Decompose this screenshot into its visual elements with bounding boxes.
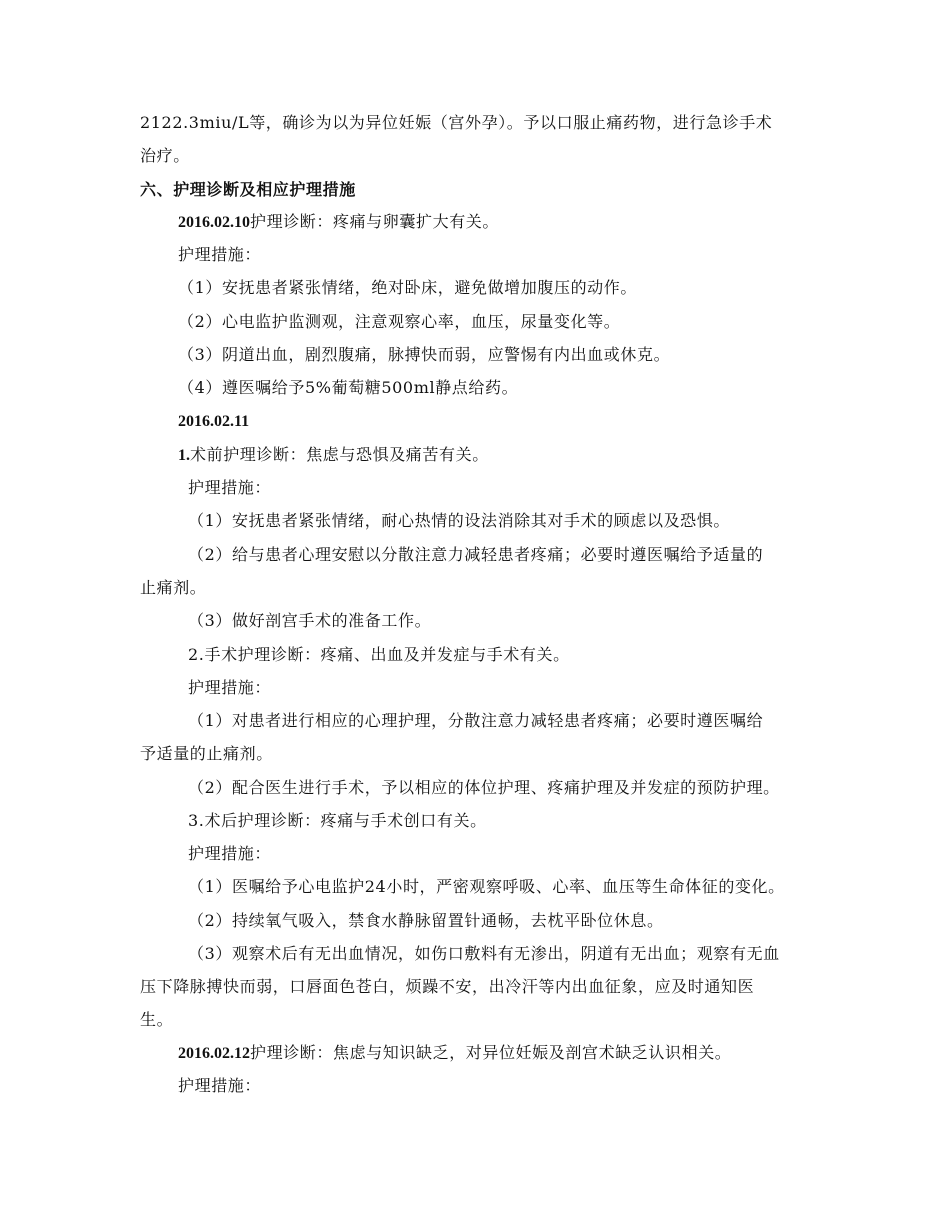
postop-measure-2: （2）持续氧气吸入，禁食水静脉留置针通畅，去枕平卧位休息。 [188,911,664,930]
measure-0210-4: （4）遵医嘱给予5%葡萄糖500ml静点给药。 [178,378,519,397]
measures-label-0212: 护理措施： [178,1076,262,1095]
measure-0210-3: （3）阴道出血，剧烈腹痛，脉搏快而弱，应警惕有内出血或休克。 [178,345,671,364]
postop-diagnosis: 3.术后护理诊断：疼痛与手术创口有关。 [188,811,487,830]
preop-diagnosis [178,445,489,466]
preop-number: 1. [178,447,190,464]
diagnosis-0210-text: 护理诊断：疼痛与卵囊扩大有关。 [250,212,500,231]
measures-label-0210: 护理措施： [178,245,262,264]
surgery-measures-label: 护理措施： [188,678,272,697]
preop-measure-3: （3）做好剖宫手术的准备工作。 [188,611,432,630]
postop-measures-label: 护理措施： [188,844,272,863]
postop-measure-1: （1）医嘱给予心电监护24小时，严密观察呼吸、心率、血压等生命体征的变化。 [188,877,785,896]
postop-measure-3-line-3: 生。 [140,1010,174,1029]
intro-line-1: 2122.3miu/L等，确诊为以为异位妊娠（宫外孕）。予以口服止痛药物，进行急诊手术 [140,113,773,132]
diagnosis-0212 [178,1043,731,1064]
surgery-measure-2: （2）配合医生进行手术，予以相应的体位护理、疼痛护理及并发症的预防护理。 [188,778,780,797]
date-0210: 2016.02.10 [178,214,250,231]
diagnosis-0210 [178,212,499,233]
preop-measure-2-line-1: （2）给与患者心理安慰以分散注意力减轻患者疼痛；必要时遵医嘱给予适量的 [188,545,764,564]
surgery-diagnosis: 2.手术护理诊断：疼痛、出血及并发症与手术有关。 [188,645,570,664]
preop-measures-label: 护理措施： [188,478,272,497]
section-heading: 六、护理诊断及相应护理措施 [140,180,356,199]
date-0212: 2016.02.12 [178,1045,250,1062]
postop-measure-3-line-2: 压下降脉搏快而弱，口唇面色苍白，烦躁不安，出冷汗等内出血征象，应及时通知医 [140,977,755,996]
measure-0210-2: （2）心电监护监测观，注意观察心率，血压，尿量变化等。 [178,312,621,331]
preop-measure-2-line-2: 止痛剂。 [140,578,207,597]
preop-diagnosis-text: 术前护理诊断：焦虑与恐惧及痛苦有关。 [190,445,489,464]
intro-line-2: 治疗。 [140,146,190,165]
surgery-measure-1-line-2: 予适量的止痛剂。 [140,744,273,763]
date-0211: 2016.02.11 [178,413,250,430]
preop-measure-1: （1）安抚患者紧张情绪，耐心热情的设法消除其对手术的顾虑以及恐惧。 [188,511,730,530]
surgery-measure-1-line-1: （1）对患者进行相应的心理护理，分散注意力减轻患者疼痛；必要时遵医嘱给 [188,711,764,730]
measure-0210-1: （1）安抚患者紧张情绪，绝对卧床，避免做增加腹压的动作。 [178,278,637,297]
diagnosis-0212-text: 护理诊断：焦虑与知识缺乏，对异位妊娠及剖宫术缺乏认识相关。 [250,1043,732,1062]
postop-measure-3-line-1: （3）观察术后有无出血情况，如伤口敷料有无渗出，阴道有无出血；观察有无血 [188,944,780,963]
